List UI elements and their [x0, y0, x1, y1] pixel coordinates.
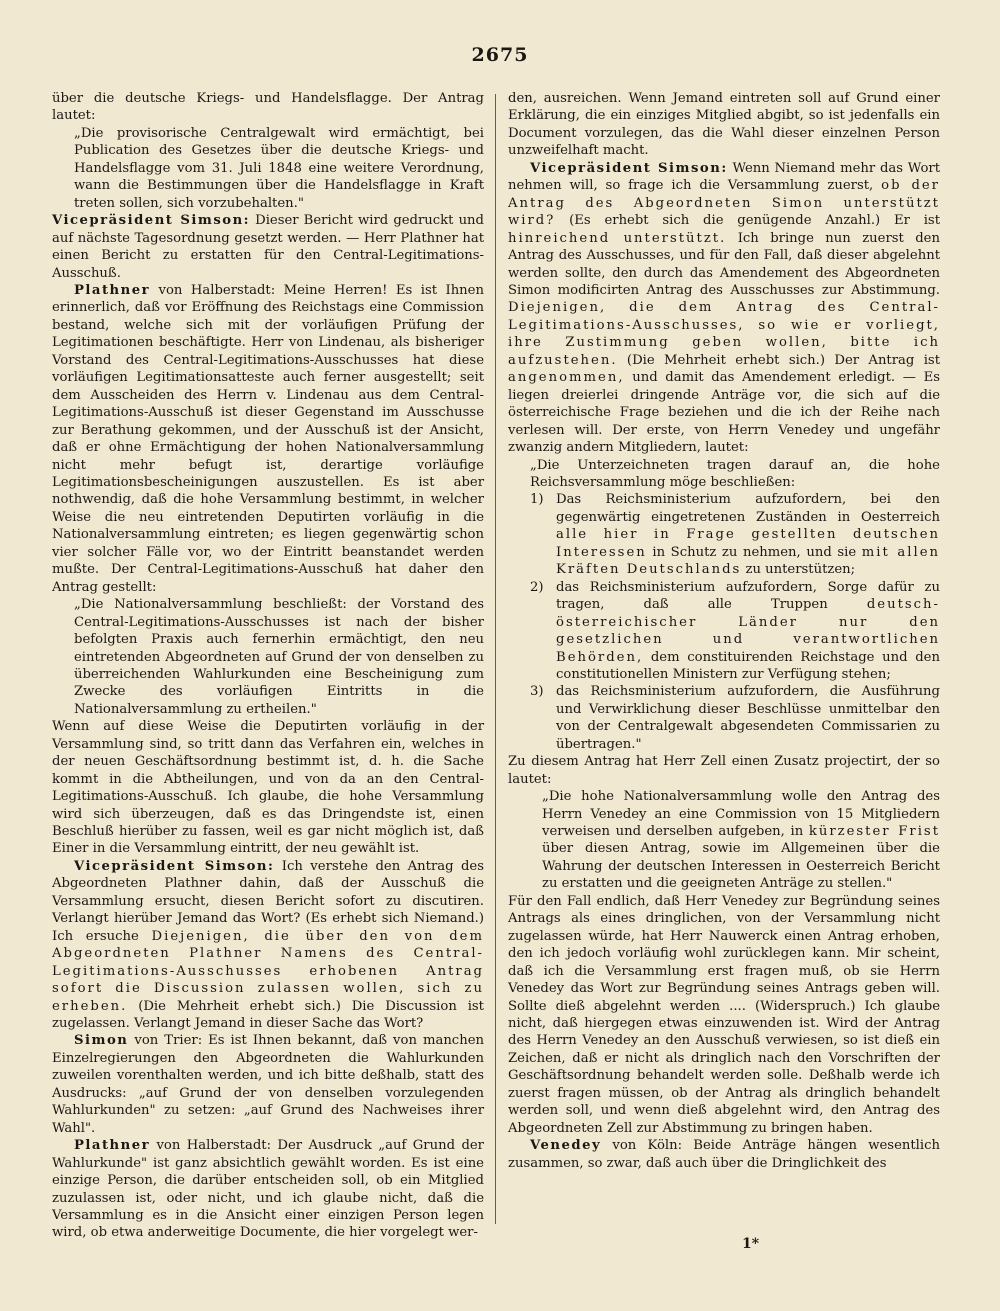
speaker-name: Plathner — [74, 1138, 151, 1154]
paragraph — [52, 858, 484, 1033]
paragraph — [52, 282, 484, 596]
item-text: das Reichsministerium aufzufordern, die Ausführung und Verwirklichung dieser Beschlüsse unmittelbar den von der Centralgewalt abgesendeten Commissarien zu übertragen." — [556, 684, 940, 752]
speech-text: Wenn Niemand mehr das Wort nehmen will, so frage ich die Versammlung zuerst, — [508, 160, 941, 194]
speech-text: von Halberstadt: Meine Herren! Es ist Ihnen erinnerlich, daß vor Eröffnung des Reichstags eine Commission bestand, welche sich mit der vorläufigen Prüfung der Legitimationen beschäftigte. Herr von Lindenau, als bisheriger Vorstand des Central-Legitimations-Ausschusses hat diese vorläufigen Legitimationsatteste auch ferner ausgestellt; seit dem Ausscheiden des Herrn v. Lindenau aus dem Central-Legitimations-Ausschuß ist dieser Gegenstand im Ausschusse zur Berathung gekommen, und der Ausschuß ist der Ansicht, daß er ohne Ermächtigung der hohen Nationalversammlung nicht mehr befugt ist, derartige vorläufige Legitimationsbescheinigungen auszustellen. Es ist aber nothwendig, daß die hohe Versammlung bestimmt, in welcher Weise die neu eintretenden Deputirten vorläufig in die Nationalversammlung eintreten; es liegen gegenwärtig schon vier solcher Fälle vor, wo der Eintritt beanstandet werden mußte. Der Central-Legitimations-Ausschuß hat daher den Antrag gestellt: — [52, 282, 484, 595]
spaced-text: hinreichend unterstützt. — [508, 230, 727, 246]
item-text: dem constituirenden Reichstage und den constitutionellen Ministern zur Verfügung stehen; — [556, 649, 940, 682]
speech-text: von Halberstadt: Der Ausdruck „auf Grund der Wahlurkunde" ist ganz absichtlich gewählt worden. Es ist eine einzige Person, die darüber entscheiden soll, ob ein Mitglied zuzulassen ist, oder nicht, und ich glaube nicht, daß die Versammlung es in die Ansicht einer einzigen Person legen wird, ob etwa anderweitige Documente, die hier vorgelegt wer- — [52, 1138, 484, 1241]
speech-text: von Köln: Beide Anträge hängen wesentlich zusammen, so zwar, daß auch über die Dringlichkeit des — [508, 1138, 940, 1171]
paragraph: Wenn auf diese Weise die Deputirten vorläufig in der Versammlung sind, so tritt dann das Verfahren ein, welches in der neuen Geschäftsordnung bestimmt ist, d. h. die Sache kommt in die Abtheilungen, und von da an den Central-Legitimations-Ausschuß. Ich glaube, die hohe Versammlung wird sich überzeugen, daß es das Dringendste ist, einen Beschluß hierüber zu fassen, weil es gar nicht möglich ist, daß Einer in die Versammlung eintritt, der neu gewählt ist. — [52, 719, 484, 857]
paragraph — [508, 160, 940, 457]
speaker-name: Vicepräsident Simson: — [52, 213, 251, 229]
quote-text: „Die hohe Nationalversammlung wolle den Antrag des Herrn Venedey an eine Commission von 15 Mitgliedern verweisen und derselben aufgeben, in — [542, 789, 940, 840]
quote-text: über diesen Antrag, sowie im Allgemeinen über die Wahrung der deutschen Interessen in Oesterreich Bericht zu erstatten und die geeigneten Anträge zu stellen." — [542, 841, 940, 892]
item-number: 3) — [530, 684, 544, 700]
paragraph — [52, 1137, 484, 1242]
paragraph: über die deutsche Kriegs- und Handelsflagge. Der Antrag lautet: — [52, 91, 484, 124]
speech-text: von Trier: Es ist Ihnen bekannt, daß von manchen Einzelregierungen den Abgeordneten die Wahlurkunden zuweilen vorenthalten werden, und ich bitte deßhalb, statt des Ausdrucks: „auf Grund der von denselben vorzulegenden Wahlurkunden" zu setzen: „auf Grund des Nachweises ihrer Wahl". — [52, 1033, 484, 1136]
spaced-text: alle hier in Frage gestellten deutschen Interessen — [556, 527, 940, 560]
paragraph: den, ausreichen. Wenn Jemand eintreten soll auf Grund einer Erklärung, die ein einziges Mitglied abgibt, so ist jedenfalls ein Document vorzulegen, das die Wahl dieser einzelnen Person unzweifelhaft macht. — [508, 91, 940, 159]
speaker-name: Venedey — [530, 1138, 602, 1154]
speaker-name: Vicepräsident Simson: — [74, 858, 275, 874]
page-number: 2675 — [471, 44, 529, 66]
speech-text: Ich bringe nun zuerst den Antrag des Ausschusses, und für den Fall, daß dieser abgelehnt werden sollte, den durch das Amendement des Abgeordneten Simon modificirten Antrag des Ausschusses zur Abstimmung. — [508, 230, 940, 298]
quote: „Die Nationalversammlung beschließt: der Vorstand des Central-Legitimations-Ausschusses ist nach der bisher befolgten Praxis auch fernerhin ermächtigt, den neu eintretenden Abgeordneten auf Grund der von denselben zu überreichenden Wahlurkunden eine Bescheinigung zum Zwecke des vorläufigen Eintritts in die Nationalversammlung zu ertheilen." — [74, 597, 484, 717]
spaced-text: mit allen Kräften Deutschlands — [556, 544, 940, 578]
speech-text: (Die Mehrheit erhebt sich.) Der Antrag ist — [626, 352, 940, 368]
speech-text: (Es erhebt sich die genügende Anzahl.) Er ist — [569, 213, 940, 229]
numbered-item — [530, 579, 940, 684]
item-text: Das Reichsministerium aufzufordern, bei den gegenwärtig eingetretenen Zuständen in Oesterreich — [556, 492, 940, 525]
quote: „Die provisorische Centralgewalt wird ermächtigt, bei Publication des Gesetzes über die deutsche Kriegs- und Handelsflagge vom 31. Juli 1848 eine weitere Verordnung, wann die Bestimmungen über die Handelsflagge in Kraft treten sollen, sich vorzubehalten." — [74, 125, 484, 211]
item-text: das Reichsministerium aufzufordern, Sorge dafür zu tragen, daß alle Truppen — [556, 579, 940, 613]
spaced-text: Diejenigen, die dem Antrag des Central-Legitimations-Ausschusses, so wie er vorliegt, ihre Zustimmung geben wollen, bitte ich aufzustehen. — [508, 300, 940, 368]
spaced-text: ob der Antrag des Abgeordneten Simon unterstützt wird? — [508, 178, 940, 229]
item-number: 1) — [530, 492, 544, 508]
numbered-item — [530, 491, 940, 578]
speaker-name: Simon — [74, 1033, 129, 1049]
right-column — [508, 90, 940, 1172]
left-column — [52, 90, 484, 1242]
numbered-item — [530, 683, 940, 753]
item-text: zu unterstützen; — [745, 562, 856, 578]
spaced-text: angenommen, — [508, 370, 625, 386]
paragraph: Zu diesem Antrag hat Herr Zell einen Zusatz projectirt, der so lautet: — [508, 754, 940, 787]
speech-text: und damit das Amendement erledigt. — Es liegen dreierlei dringende Anträge vor, die sich auf die österreichische Frage beziehen und die ich der Reihe nach verlesen will. Der erste, von Herrn Venedey und ungefähr zwanzig andern Mitgliedern, lautet: — [508, 370, 940, 456]
signature-mark: 1* — [742, 1236, 760, 1252]
spaced-text: deutsch-österreichischer Länder nur den gesetzlichen und verantwortlichen Behörden, — [556, 597, 940, 665]
item-text: in Schutz zu nehmen, und sie — [652, 544, 857, 560]
paragraph — [52, 1032, 484, 1137]
quote: „Die Unterzeichneten tragen darauf an, die hohe Reichsversammlung möge beschließen: — [530, 457, 940, 490]
quote — [542, 788, 940, 893]
spaced-text: Diejenigen, die über den von dem Abgeordneten Plathner Namens des Central-Legitimations-Ausschusses erhobenen Antrag sofort die Discussion zulassen wollen, sich zu erheben. — [52, 928, 484, 1014]
speech-text: (Die Mehrheit erhebt sich.) Die Discussion ist zugelassen. Verlangt Jemand in dieser Sache das Wort? — [52, 998, 484, 1032]
speech-text: Ich verstehe den Antrag des Abgeordneten Plathner dahin, daß der Ausschuß die Versammlung ersucht, diesen Bericht sofort zu discutiren. Verlangt hierüber Jemand das Wort? (Es erhebt sich Niemand.) Ich ersuche — [52, 858, 484, 944]
column-divider — [495, 94, 496, 1224]
speaker-name: Plathner — [74, 282, 151, 298]
item-number: 2) — [530, 579, 544, 595]
paragraph — [508, 1137, 940, 1172]
spaced-text: kürzester Frist — [808, 824, 940, 840]
speaker-name: Vicepräsident Simson: — [530, 160, 728, 176]
speech-text: Dieser Bericht wird gedruckt und auf nächste Tagesordnung gesetzt werden. — Herr Plathner hat einen Bericht zu erstatten für den Central-Legitimations-Ausschuß. — [52, 213, 484, 281]
paragraph: Für den Fall endlich, daß Herr Venedey zur Begründung seines Antrags als eines dringlichen, von der Versammlung nicht zugelassen würde, hat Herr Nauwerck einen Antrag erhoben, den ich jedoch vorläufig wohl zurücklegen kann. Mir scheint, daß ich die Versammlung erst fragen muß, ob sie Herrn Venedey das Wort zur Begründung seines Antrags geben will. Sollte dieß abgelehnt werden .... (Widerspruch.) Ich glaube nicht, daß hiergegen etwas einzuwenden ist. Wird der Antrag des Herrn Venedey an den Ausschuß verwiesen, so ist dieß ein Zeichen, daß er nicht als dringlich nach den Vorschriften der Geschäftsordnung behandelt werden solle. Deßhalb werde ich zuerst fragen müssen, ob der Antrag als dringlich behandelt werden soll, und wenn dieß abgelehnt wird, den Antrag des Abgeordneten Zell zur Abstimmung zu bringen haben. — [508, 893, 940, 1136]
paragraph — [52, 212, 484, 282]
